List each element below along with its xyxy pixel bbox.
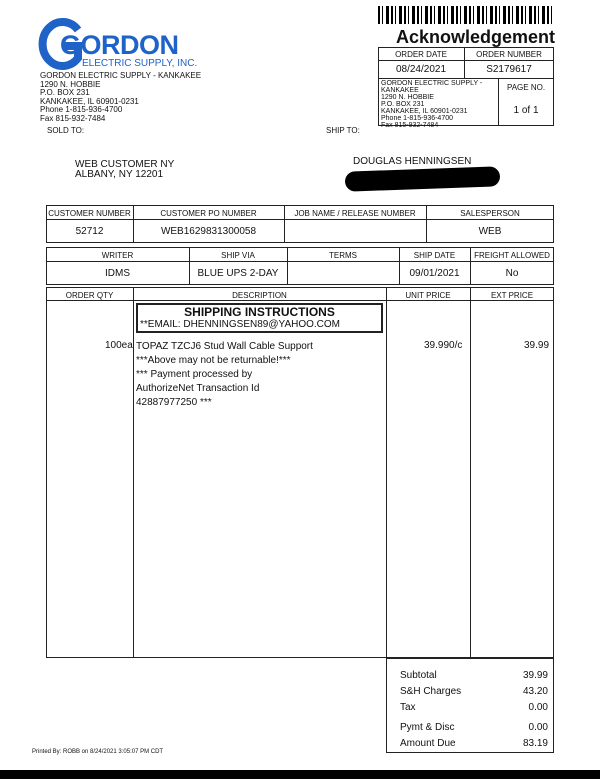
logo-sub-text: ELECTRIC SUPPLY, INC.	[82, 58, 198, 69]
writer-value: IDMS	[105, 268, 130, 279]
order-date-value: 08/24/2021	[395, 64, 447, 75]
tax-value: 0.00	[528, 702, 548, 713]
writer-header: WRITER	[101, 251, 134, 260]
ext-price-header: EXT PRICE	[490, 291, 534, 300]
bottom-border	[0, 770, 600, 779]
tax-label: Tax	[400, 702, 416, 713]
page-value: 1 of 1	[513, 105, 539, 116]
small-address-line: 1290 N. HOBBIE	[381, 94, 434, 101]
small-address	[381, 80, 482, 129]
item-qty: 100ea	[105, 340, 133, 351]
sold-to-line: WEB CUSTOMER NY	[75, 159, 175, 170]
totals-values	[500, 668, 548, 752]
description-header: DESCRIPTION	[232, 291, 287, 300]
small-address-line: Phone 1-815-936-4700	[381, 115, 454, 122]
description-line: *** Payment processed by	[136, 369, 253, 380]
customer-po-value: WEB1629831300058	[160, 226, 257, 237]
payment-discount-value: 0.00	[528, 722, 548, 733]
subtotal-label: Subtotal	[400, 670, 437, 681]
ship-to-name: DOUGLAS HENNINGSEN	[353, 156, 472, 167]
company-line: KANKAKEE, IL 60901-0231	[40, 96, 139, 106]
salesperson-value: WEB	[478, 226, 502, 237]
sh-charges-label: S&H Charges	[400, 686, 462, 697]
order-date-label: ORDER DATE	[395, 50, 447, 59]
document-title: Acknowledgement	[396, 27, 556, 47]
small-address-line: P.O. BOX 231	[381, 101, 425, 108]
small-address-line: KANKAKEE	[381, 87, 419, 94]
job-name-header: JOB NAME / RELEASE NUMBER	[294, 209, 416, 218]
order-number-value: S2179617	[486, 64, 532, 75]
sold-to-address	[75, 160, 174, 180]
item-description	[136, 340, 313, 410]
ship-to-label: SHIP TO:	[326, 126, 360, 135]
small-address-line: KANKAKEE, IL 60901-0231	[381, 108, 468, 115]
order-qty-header: ORDER QTY	[65, 291, 114, 300]
sh-charges-value: 43.20	[522, 686, 548, 697]
amount-due-label: Amount Due	[400, 738, 456, 749]
ship-date-value: 09/01/2021	[409, 268, 460, 279]
company-line: P.O. BOX 231	[40, 88, 90, 97]
logo-main-text: GORDON	[60, 30, 179, 60]
description-line: AuthorizeNet Transaction Id	[136, 383, 260, 394]
item-ext-price: 39.99	[524, 340, 550, 351]
ship-date-header: SHIP DATE	[413, 251, 456, 260]
barcode	[378, 6, 554, 24]
item-unit-price: 39.990/c	[424, 340, 463, 351]
freight-allowed-header: FREIGHT ALLOWED	[474, 251, 550, 260]
description-line: TOPAZ TZCJ6 Stud Wall Cable Support	[136, 341, 313, 352]
company-line: 1290 N. HOBBIE	[40, 79, 101, 89]
small-address-line: Fax 815-932-7484	[381, 122, 439, 129]
customer-number-value: 52712	[75, 226, 104, 237]
amount-due-value: 83.19	[522, 738, 548, 749]
logo	[38, 18, 198, 70]
redaction-mark	[345, 166, 501, 191]
page-label: PAGE NO.	[506, 83, 546, 92]
company-line: Phone 1-815-936-4700	[40, 105, 123, 114]
company-address	[40, 72, 201, 123]
ship-via-value: BLUE UPS 2-DAY	[197, 268, 279, 279]
company-line: Fax 815-932-7484	[40, 113, 106, 123]
totals-labels	[400, 668, 461, 752]
subtotal-value: 39.99	[522, 670, 548, 681]
ship-via-header: SHIP VIA	[221, 251, 255, 260]
shipping-email: **EMAIL: DHENNINGSEN89@YAHOO.COM	[140, 319, 341, 330]
unit-price-header: UNIT PRICE	[405, 291, 451, 300]
customer-number-header: CUSTOMER NUMBER	[48, 209, 131, 218]
shipping-instructions-title: SHIPPING INSTRUCTIONS	[184, 305, 335, 319]
small-address-line: GORDON ELECTRIC SUPPLY -	[381, 80, 483, 87]
order-number-label: ORDER NUMBER	[476, 50, 542, 59]
terms-header: TERMS	[329, 251, 357, 260]
sold-to-line: ALBANY, NY 12201	[75, 169, 164, 180]
description-line: ***Above may not be returnable!***	[136, 355, 291, 366]
payment-discount-label: Pymt & Disc	[400, 722, 455, 733]
sold-to-label: SOLD TO:	[47, 126, 85, 135]
customer-po-header: CUSTOMER PO NUMBER	[160, 209, 257, 218]
freight-allowed-value: No	[505, 268, 519, 279]
description-line: 42887977250 ***	[136, 397, 212, 408]
salesperson-header: SALESPERSON	[460, 209, 520, 218]
company-line: GORDON ELECTRIC SUPPLY - KANKAKEE	[40, 71, 202, 80]
printed-by: Printed By: ROBB on 8/24/2021 3:05:07 PM CDT	[32, 749, 164, 755]
